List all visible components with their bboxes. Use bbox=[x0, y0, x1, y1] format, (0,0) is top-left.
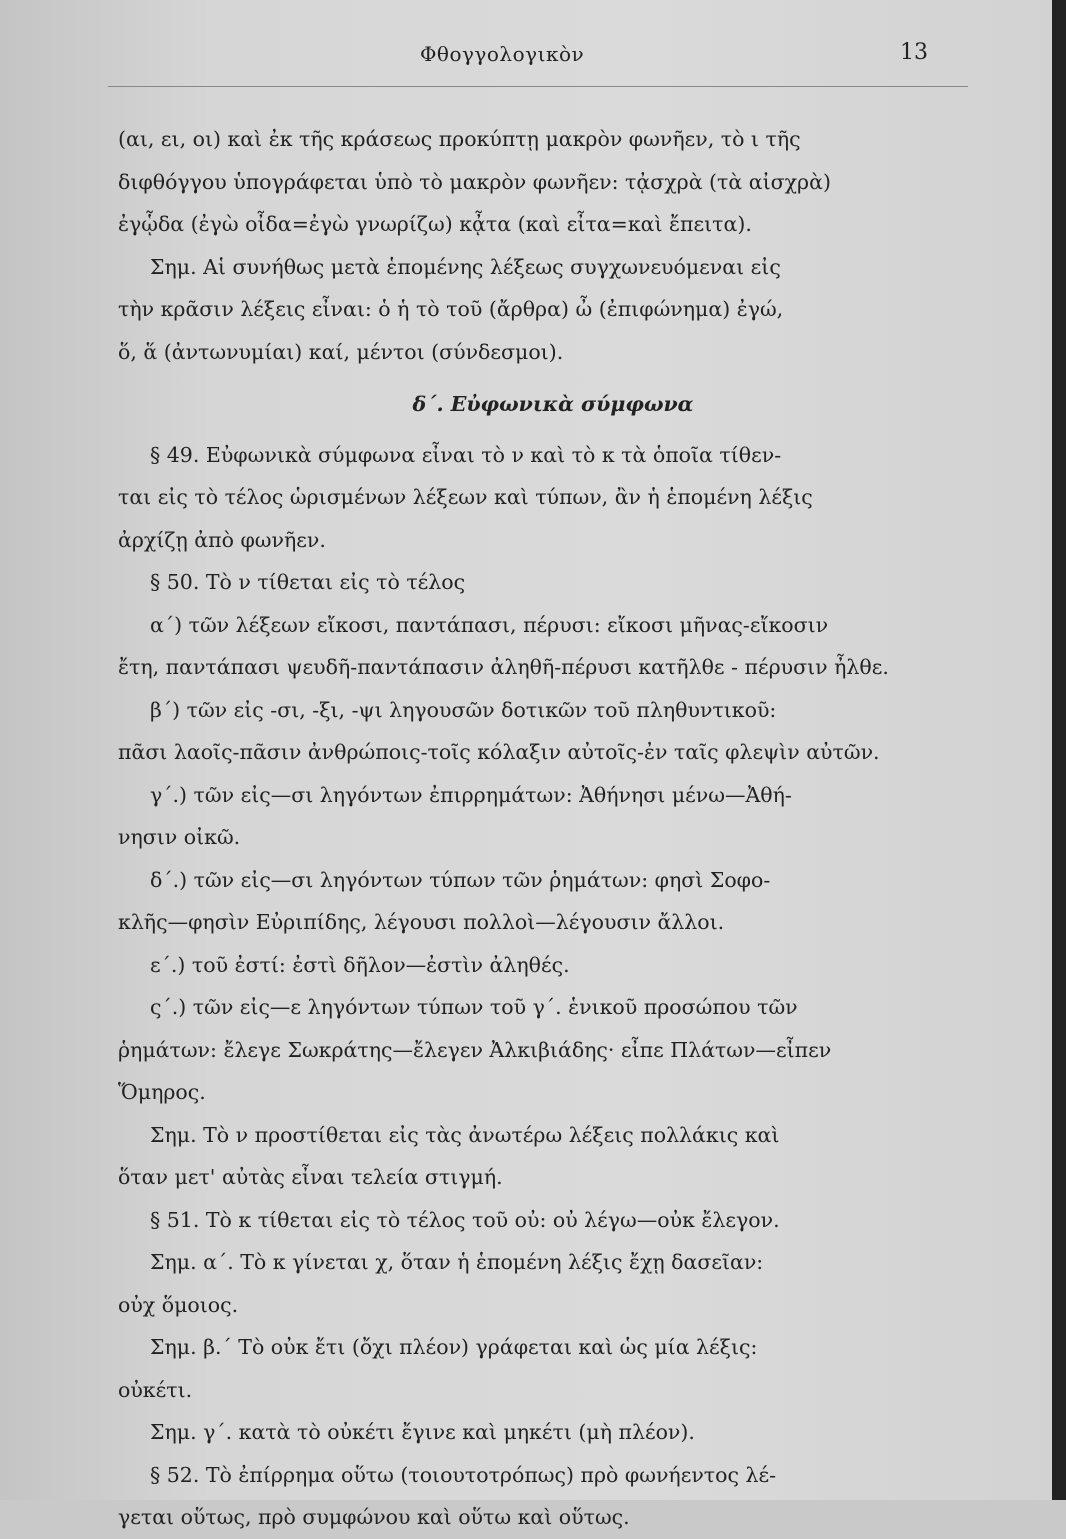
text-line: Σημ. γ΄. κατὰ τὸ οὐκέτι ἔγινε καὶ μηκέτι (μὴ πλέον). bbox=[150, 1420, 695, 1444]
text-line: α΄) τῶν λέξεων εἴκοσι, παντάπασι, πέρυσι: εἴκοσι μῆνας-εἴκοσιν bbox=[150, 612, 829, 637]
text-line: ὅ, ἅ (ἀντωνυμίαι) καί, μέντοι (σύνδεσμοι). bbox=[118, 339, 564, 364]
text-line: Σημ. β.΄ Τὸ οὐκ ἔτι (ὄχι πλέον) γράφεται καὶ ὡς μία λέξις: bbox=[150, 1335, 758, 1359]
text-line: β΄) τῶν εἰς -σι, -ξι, -ψι ληγουσῶν δοτικῶν τοῦ πληθυντικοῦ: bbox=[150, 697, 777, 722]
text-line: ς΄.) τῶν εἰς—ε ληγόντων τύπων τοῦ γ΄. ἑνικοῦ προσώπου τῶν bbox=[150, 995, 798, 1019]
text-line: οὐχ ὅμοιος. bbox=[118, 1292, 239, 1317]
text-line: ὅταν μετ' αὐτὰς εἶναι τελεία στιγμή. bbox=[118, 1165, 503, 1189]
section-heading: δ΄. Εὐφωνικὰ σύμφωνα bbox=[412, 392, 694, 416]
header-rule bbox=[108, 86, 968, 87]
running-title: Φθογγολογικὸν bbox=[420, 42, 585, 66]
text-line: ται εἰς τὸ τέλος ὡρισμένων λέξεων καὶ τύπων, ἂν ἡ ἑπομένη λέξις bbox=[118, 485, 813, 509]
text-line: Σημ. Αἱ συνήθως μετὰ ἑπομένης λέξεως συγχωνευόμεναι εἰς bbox=[150, 254, 781, 279]
text-line: ἐγᾧδα (ἐγὼ οἶδα=ἐγὼ γνωρίζω) κᾆτα (καὶ εἶτα=καὶ ἔπειτα). bbox=[118, 212, 752, 236]
text-line: δ΄.) τῶν εἰς—σι ληγόντων τύπων τῶν ῥημάτων: φησὶ Σοφο- bbox=[150, 867, 771, 892]
text-line: γ΄.) τῶν εἰς—σι ληγόντων ἐπιρρημάτων: Ἀθήνησι μένω—Ἀθή- bbox=[150, 782, 792, 807]
text-line: γεται οὕτως, πρὸ συμφώνου καὶ οὕτω καὶ οὕτως. bbox=[118, 1505, 630, 1529]
text-line: τὴν κρᾶσιν λέξεις εἶναι: ὁ ἡ τὸ τοῦ (ἄρθρα) ὦ (ἐπιφώνημα) ἐγώ, bbox=[118, 297, 784, 321]
text-line: § 49. Εὐφωνικὰ σύμφωνα εἶναι τὸ ν καὶ τὸ κ τὰ ὁποῖα τίθεν- bbox=[150, 442, 782, 467]
text-line: ἔτη, παντάπασι ψευδῆ-παντάπασιν ἀληθῆ-πέρυσι κατῆλθε - πέρυσιν ἦλθε. bbox=[118, 655, 889, 679]
text-line: Σημ. Τὸ ν προστίθεται εἰς τὰς ἀνωτέρω λέξεις πολλάκις καὶ bbox=[150, 1122, 780, 1147]
text-line: Ὅμηρος. bbox=[118, 1080, 206, 1104]
text-line: ε΄.) τοῦ ἐστί: ἐστὶ δῆλον—ἐστὶν ἀληθές. bbox=[150, 952, 570, 977]
text-line: οὐκέτι. bbox=[118, 1377, 193, 1402]
text-line: § 51. Τὸ κ τίθεται εἰς τὸ τέλος τοῦ οὐ: οὐ λέγω—οὐκ ἔλεγον. bbox=[150, 1207, 780, 1232]
text-line: § 50. Τὸ ν τίθεται εἰς τὸ τέλος bbox=[150, 570, 466, 594]
page-number: 13 bbox=[900, 40, 928, 65]
text-line: νησιν οἰκῶ. bbox=[118, 825, 241, 849]
text-line: Σημ. α΄. Τὸ κ γίνεται χ, ὅταν ἡ ἑπομένη λέξις ἔχῃ δασεῖαν: bbox=[150, 1250, 764, 1274]
text-line: (αι, ει, οι) καὶ ἐκ τῆς κράσεως προκύπτῃ μακρὸν φωνῆεν, τὸ ι τῆς bbox=[118, 127, 801, 151]
text-line: § 52. Τὸ ἐπίρρημα οὕτω (τοιουτοτρόπως) πρὸ φωνήεντος λέ- bbox=[150, 1462, 777, 1487]
page-body bbox=[118, 118, 968, 1539]
text-line: διφθόγγου ὑπογράφεται ὑπὸ τὸ μακρὸν φωνῆεν: τᾀσχρὰ (τὰ αἰσχρὰ) bbox=[118, 169, 831, 194]
text-line: κλῆς—φησὶν Εὐριπίδης, λέγουσι πολλοὶ—λέγουσιν ἄλλοι. bbox=[118, 910, 725, 934]
text-line: ἀρχίζῃ ἀπὸ φωνῆεν. bbox=[118, 527, 326, 552]
page-header bbox=[0, 38, 1066, 68]
text-line: ῥημάτων: ἔλεγε Σωκράτης—ἔλεγεν Ἀλκιβιάδης· εἶπε Πλάτων—εἶπεν bbox=[118, 1037, 832, 1062]
text-line: πᾶσι λαοῖς-πᾶσιν ἀνθρώποις-τοῖς κόλαξιν αὐτοῖς-ἐν ταῖς φλεψὶν αὐτῶν. bbox=[118, 740, 880, 764]
page-edge-shadow bbox=[1052, 0, 1066, 1500]
